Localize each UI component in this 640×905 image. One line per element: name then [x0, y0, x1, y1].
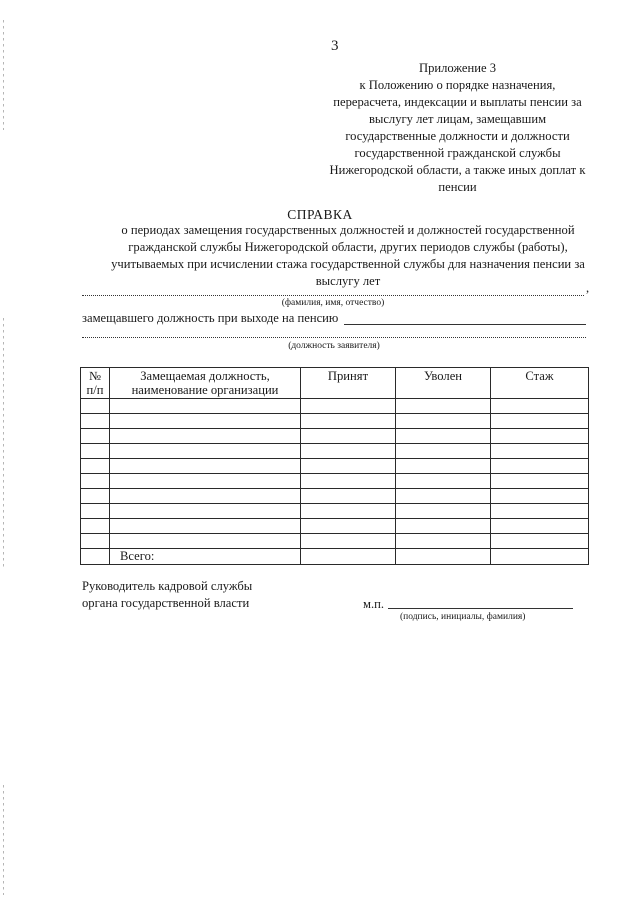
signature-caption: (подпись, инициалы, фамилия)	[400, 612, 526, 622]
row-dismissed-cell[interactable]	[396, 519, 491, 534]
page-number: 3	[331, 38, 339, 54]
row-hired-cell[interactable]	[301, 474, 396, 489]
col-header-dismissed: Уволен	[396, 368, 491, 399]
row-number-cell[interactable]	[81, 459, 110, 474]
row-tenure-cell[interactable]	[491, 534, 589, 549]
table-row	[81, 489, 589, 504]
row-number-cell[interactable]	[81, 414, 110, 429]
total-number-cell	[81, 549, 110, 565]
row-number-cell[interactable]	[81, 534, 110, 549]
table-row	[81, 444, 589, 459]
row-number-cell[interactable]	[81, 429, 110, 444]
table-row	[81, 504, 589, 519]
row-position-cell[interactable]	[110, 504, 301, 519]
row-hired-cell[interactable]	[301, 519, 396, 534]
subtitle-line: гражданской службы Нижегородской области, других периодов службы (работы),	[128, 240, 568, 254]
row-tenure-cell[interactable]	[491, 429, 589, 444]
row-number-cell[interactable]	[81, 444, 110, 459]
row-position-cell[interactable]	[110, 429, 301, 444]
table-row	[81, 414, 589, 429]
col-header-position-line: Замещаемая должность,	[140, 369, 270, 383]
table-total-row	[81, 549, 589, 565]
signer-title-line: Руководитель кадровой службы	[82, 579, 253, 593]
col-header-position	[110, 368, 301, 399]
row-position-cell[interactable]	[110, 519, 301, 534]
row-dismissed-cell[interactable]	[396, 444, 491, 459]
row-tenure-cell[interactable]	[491, 489, 589, 504]
subtitle-line: о периодах замещения государственных должностей и должностей государственной	[121, 223, 575, 237]
scan-edge-bottom	[3, 785, 4, 895]
subtitle-line: выслугу лет	[315, 274, 381, 288]
total-tenure-cell[interactable]	[491, 549, 589, 565]
row-position-cell[interactable]	[110, 444, 301, 459]
col-header-number-line: п/п	[86, 383, 104, 397]
subtitle-line: учитываемых при исчислении стажа государственной службы для назначения пенсии за	[111, 257, 585, 271]
appendix-line: государственной гражданской службы	[354, 146, 561, 160]
row-dismissed-cell[interactable]	[396, 534, 491, 549]
table-row	[81, 474, 589, 489]
row-number-cell[interactable]	[81, 489, 110, 504]
row-hired-cell[interactable]	[301, 459, 396, 474]
full-name-trailing-comma: ,	[586, 281, 590, 295]
row-dismissed-cell[interactable]	[396, 414, 491, 429]
table-row	[81, 459, 589, 474]
position-label: замещавшего должность при выходе на пенсию	[82, 311, 339, 325]
col-header-position-line: наименование организации	[131, 383, 279, 397]
appendix-line: перерасчета, индексации и выплаты пенсии за	[333, 95, 582, 109]
total-label: Всего:	[110, 549, 301, 565]
full-name-caption: (фамилия, имя, отчество)	[281, 298, 385, 308]
appendix-line: пенсии	[438, 180, 477, 194]
row-number-cell[interactable]	[81, 504, 110, 519]
col-header-tenure: Стаж	[491, 368, 589, 399]
row-dismissed-cell[interactable]	[396, 429, 491, 444]
total-hired-cell	[301, 549, 396, 565]
row-position-cell[interactable]	[110, 534, 301, 549]
table-header-row	[81, 368, 589, 399]
row-number-cell[interactable]	[81, 474, 110, 489]
table-body	[81, 399, 589, 565]
appendix-line: к Положению о порядке назначения,	[359, 78, 556, 92]
appendix-line: Приложение 3	[418, 61, 497, 75]
document-title: СПРАВКА	[287, 207, 353, 222]
row-number-cell[interactable]	[81, 399, 110, 414]
row-tenure-cell[interactable]	[491, 474, 589, 489]
scan-edge-top	[3, 20, 4, 130]
row-hired-cell[interactable]	[301, 489, 396, 504]
row-number-cell[interactable]	[81, 519, 110, 534]
row-dismissed-cell[interactable]	[396, 399, 491, 414]
full-name-field[interactable]	[82, 285, 584, 296]
row-position-cell[interactable]	[110, 399, 301, 414]
row-hired-cell[interactable]	[301, 414, 396, 429]
scan-edge-middle	[3, 318, 4, 568]
col-header-number-line: №	[88, 369, 102, 383]
row-tenure-cell[interactable]	[491, 504, 589, 519]
appendix-header	[310, 60, 605, 196]
signer-block	[82, 578, 252, 612]
table-row	[81, 429, 589, 444]
col-header-number	[81, 368, 110, 399]
service-periods-table	[80, 367, 589, 565]
total-dismissed-cell	[396, 549, 491, 565]
appendix-line: Нижегородской области, а также иных доплат к	[329, 163, 586, 177]
row-dismissed-cell[interactable]	[396, 504, 491, 519]
document-subtitle	[88, 222, 608, 290]
appendix-line: государственные должности и должности	[345, 129, 570, 143]
table-row	[81, 534, 589, 549]
row-dismissed-cell[interactable]	[396, 474, 491, 489]
row-tenure-cell[interactable]	[491, 399, 589, 414]
row-tenure-cell[interactable]	[491, 444, 589, 459]
row-position-cell[interactable]	[110, 459, 301, 474]
row-tenure-cell[interactable]	[491, 459, 589, 474]
row-tenure-cell[interactable]	[491, 519, 589, 534]
position-field[interactable]	[344, 311, 586, 325]
row-position-cell[interactable]	[110, 489, 301, 504]
row-hired-cell[interactable]	[301, 444, 396, 459]
signer-title-line: органа государственной власти	[82, 596, 250, 610]
table-row	[81, 519, 589, 534]
col-header-hired: Принят	[301, 368, 396, 399]
row-position-cell[interactable]	[110, 474, 301, 489]
position-caption: (должность заявителя)	[288, 341, 380, 351]
row-hired-cell[interactable]	[301, 399, 396, 414]
signature-field[interactable]	[388, 595, 573, 609]
table-row	[81, 399, 589, 414]
stamp-mark: м.п.	[363, 597, 385, 611]
position-field-continuation[interactable]	[82, 331, 586, 338]
row-dismissed-cell[interactable]	[396, 459, 491, 474]
row-hired-cell[interactable]	[301, 534, 396, 549]
row-tenure-cell[interactable]	[491, 414, 589, 429]
row-position-cell[interactable]	[110, 414, 301, 429]
appendix-line: выслугу лет лицам, замещавшим	[368, 112, 547, 126]
row-dismissed-cell[interactable]	[396, 489, 491, 504]
row-hired-cell[interactable]	[301, 504, 396, 519]
row-hired-cell[interactable]	[301, 429, 396, 444]
